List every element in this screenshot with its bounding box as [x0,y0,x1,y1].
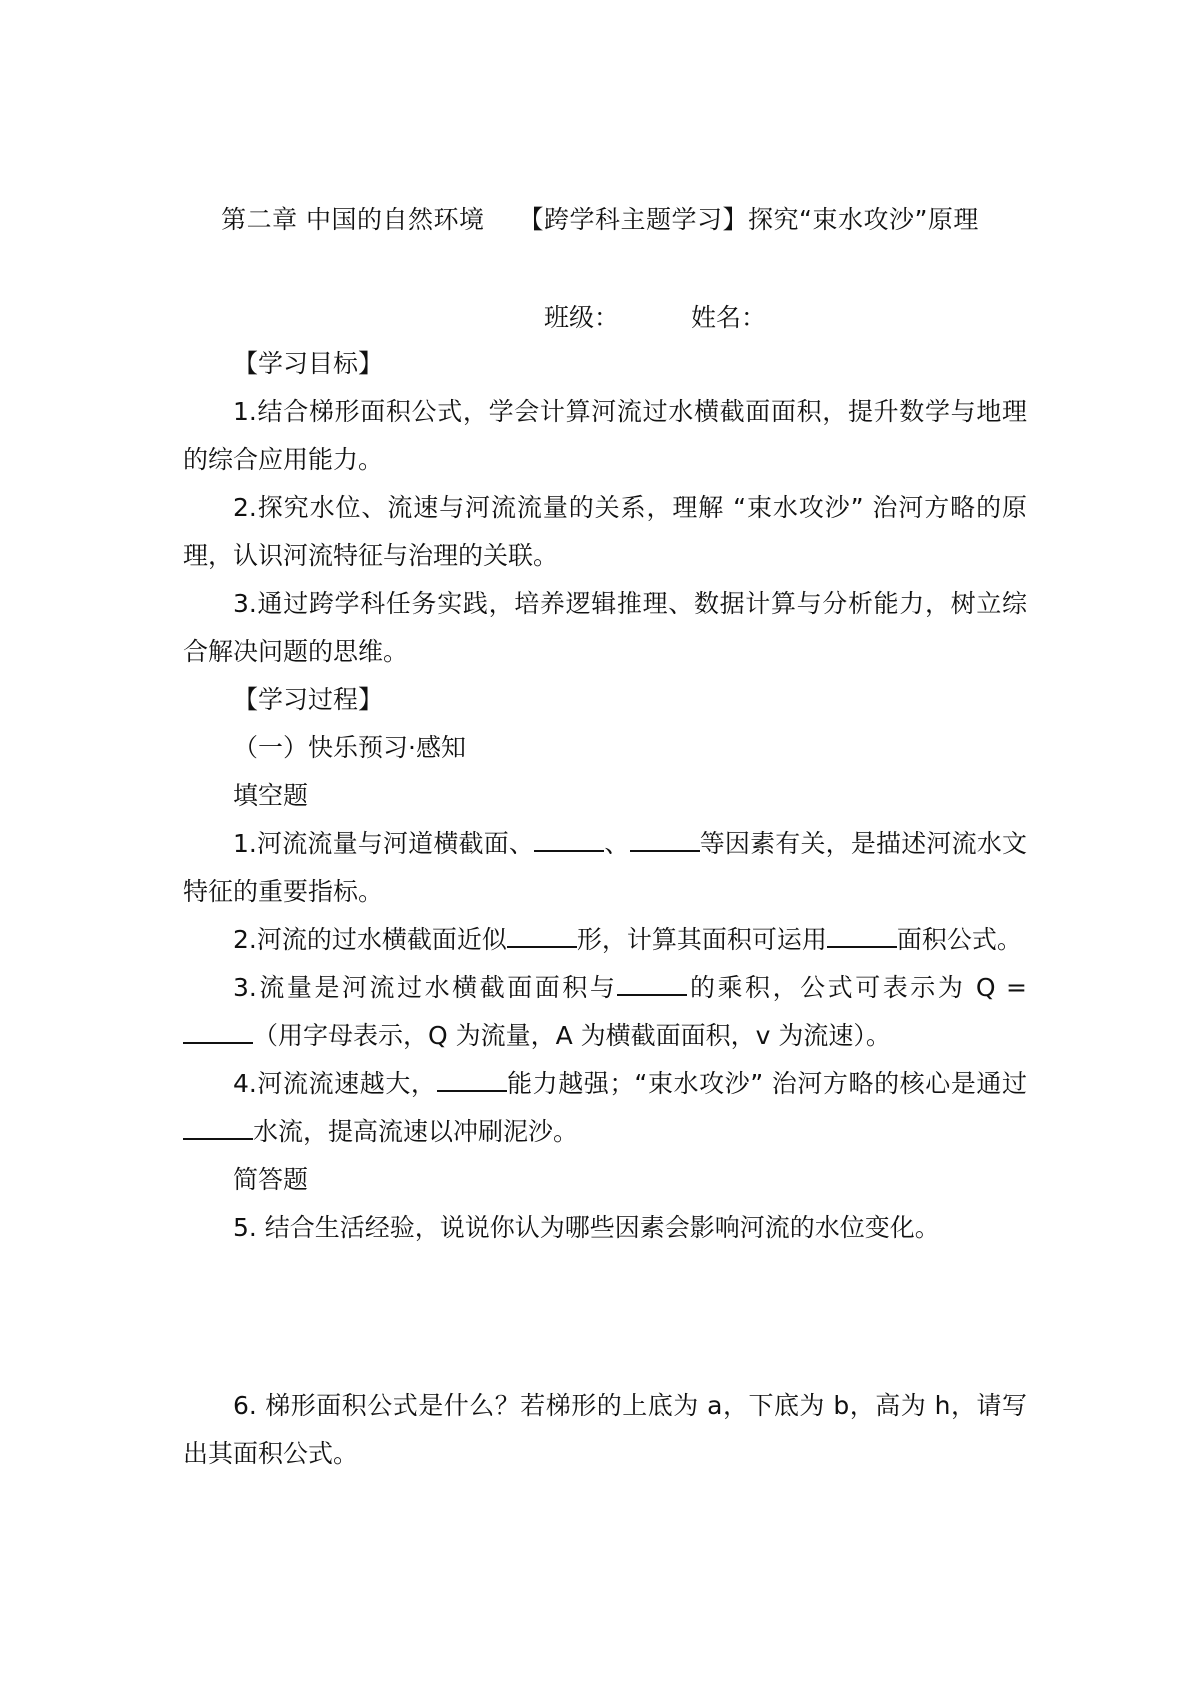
objectives-heading: 【学习目标】 [233,349,384,378]
answer-blank[interactable] [534,828,604,852]
question-2: 2.河流的过水横截面近似 形，计算其面积可运用 面积公式。 [233,925,1022,954]
name-label: 姓名： [691,303,767,332]
student-info-line [0,298,1200,334]
process-heading: 【学习过程】 [233,685,384,714]
fill-in-heading: 填空题 [233,781,309,810]
chapter-title: 第二章 中国的自然环境 [221,205,485,234]
answer-blank[interactable] [827,924,897,948]
question-1: 1.河流流量与河道横截面、 、 等因素有关，是描述河流水文特征的重要指标。 [183,829,1027,906]
answer-blank[interactable] [183,1116,253,1140]
objective-item: 2.探究水位、流速与河流流量的关系，理解 “束水攻沙” 治河方略的原理，认识河流特征与治理的关联。 [183,493,1027,570]
answer-space[interactable] [183,1252,1027,1382]
answer-blank[interactable] [507,924,577,948]
objective-item: 1.结合梯形面积公式，学会计算河流过水横截面面积，提升数学与地理的综合应用能力。 [183,397,1027,474]
answer-blank[interactable] [617,972,687,996]
page-title [180,200,1020,236]
question-5: 5. 结合生活经验，说说你认为哪些因素会影响河流的水位变化。 [233,1213,940,1242]
question-3: 3.流量是河流过水横截面面积与 的乘积，公式可表示为 Q =（用字母表示，Q 为流量，A 为横截面面积，v 为流速）。 [183,964,1027,1060]
worksheet-content [183,340,1027,1478]
short-answer-heading: 简答题 [233,1165,309,1194]
objective-item: 3.通过跨学科任务实践，培养逻辑推理、数据计算与分析能力，树立综合解决问题的思维。 [183,589,1027,666]
question-4: 4.河流流速越大， 能力越强；“束水攻沙” 治河方略的核心是通过水流，提高流速以冲刷泥沙。 [183,1060,1027,1156]
answer-blank[interactable] [183,1020,253,1044]
topic-title: 【跨学科主题学习】探究“束水攻沙”原理 [518,205,979,234]
answer-blank[interactable] [437,1068,507,1092]
answer-blank[interactable] [630,828,700,852]
class-label: 班级： [543,303,619,332]
question-6: 6. 梯形面积公式是什么？若梯形的上底为 a，下底为 b，高为 h，请写出其面积公式。 [183,1391,1027,1468]
section-heading: （一）快乐预习·感知 [233,733,466,762]
